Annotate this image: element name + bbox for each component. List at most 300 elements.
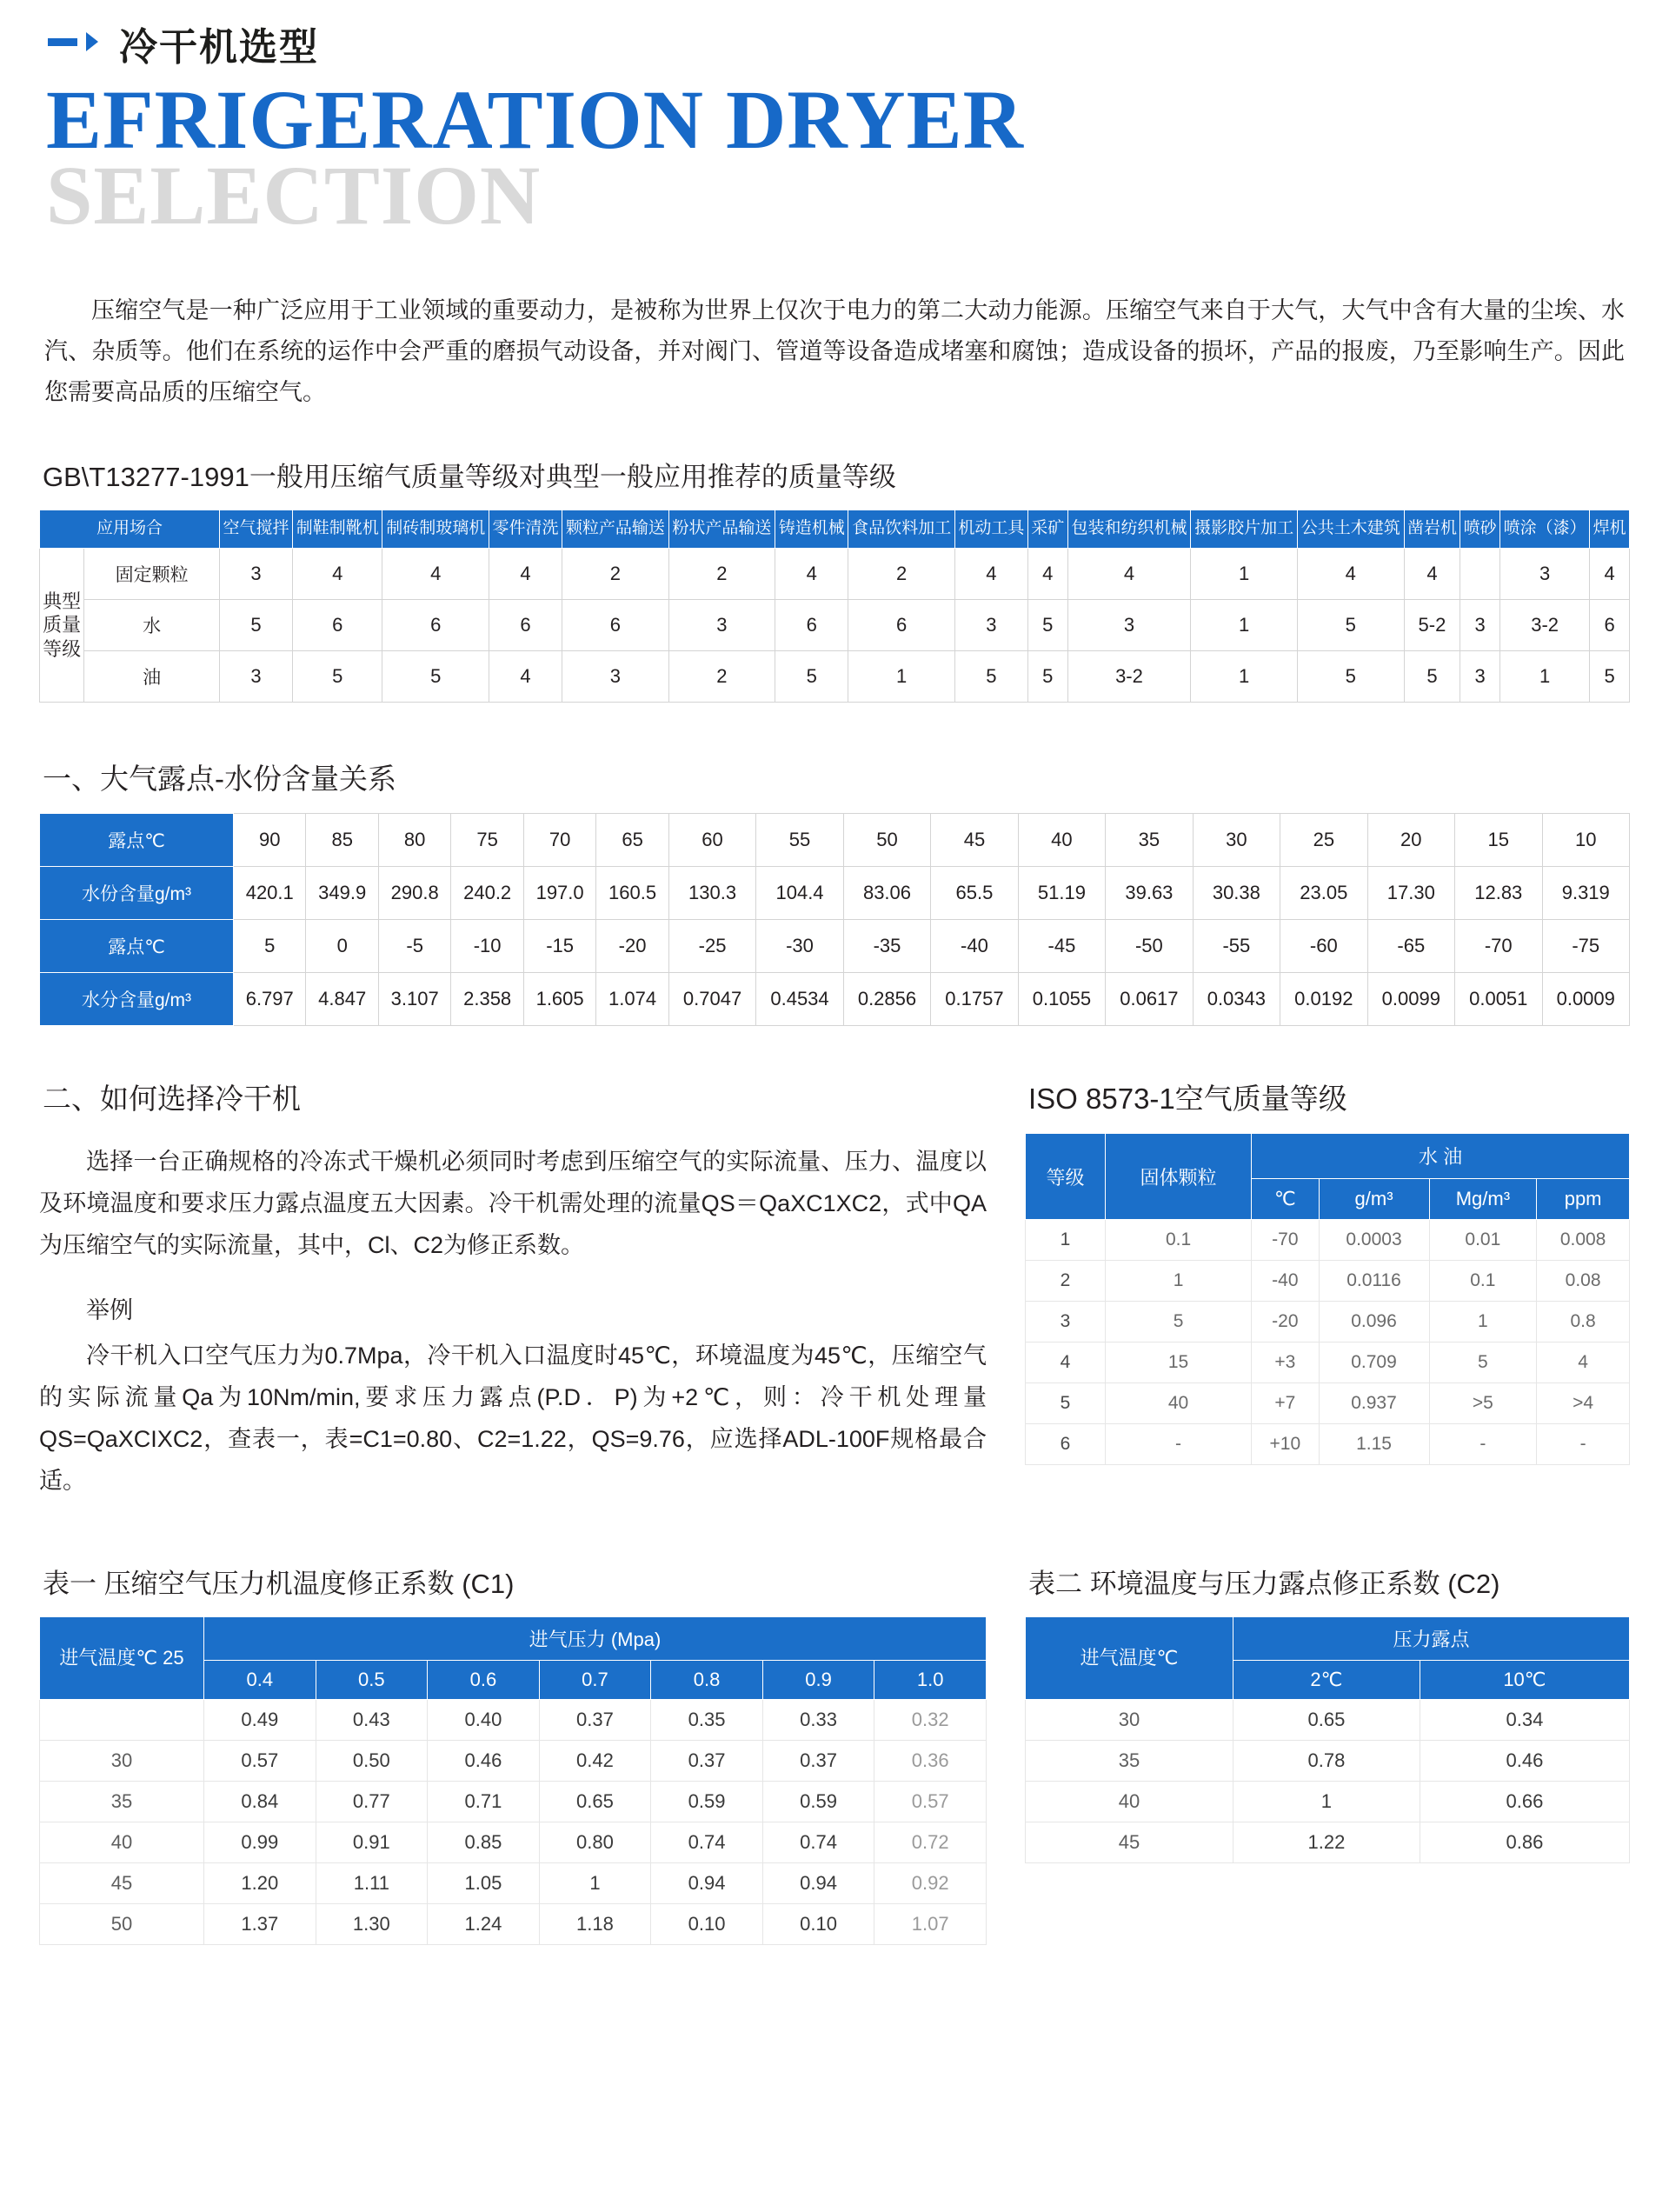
gb-col-header: 焊机 — [1590, 510, 1630, 549]
gb-cell: 6 — [562, 600, 669, 651]
table-row — [40, 600, 1630, 651]
iso-header-solid: 固体颗粒 — [1105, 1134, 1251, 1220]
page-title-cn: 冷干机选型 — [119, 26, 319, 69]
c-cell: 0.94 — [762, 1862, 874, 1903]
iso-cell: 0.08 — [1537, 1261, 1630, 1302]
table-row — [1026, 1822, 1630, 1862]
iso-cell: -40 — [1252, 1261, 1319, 1302]
table-row — [1026, 1261, 1630, 1302]
c-cell: 0.40 — [428, 1699, 540, 1740]
c-cell: 0.10 — [762, 1903, 874, 1944]
dew-cell: 45 — [931, 814, 1018, 867]
iso-cell: 5 — [1026, 1383, 1106, 1424]
iso-cell: 4 — [1537, 1343, 1630, 1383]
howto-paragraph-2: 冷干机入口空气压力为0.7Mpa，冷干机入口温度时45℃，环境温度为45℃，压缩空气的实际流量Qa为10Nm/min,要求压力露点(P.D．P)为+2℃，则：冷干机处理量QS=QaXCIXC2，查表一，表=C1=0.80、C2=1.22，QS=9.76，应选择ADL-100F规格最合适。 — [39, 1343, 987, 1495]
dew-cell: 2.358 — [451, 973, 523, 1026]
gb-cell: 2 — [562, 549, 669, 600]
gb-cell: 6 — [489, 600, 562, 651]
table-row — [1026, 1343, 1630, 1383]
table-row — [40, 549, 1630, 600]
table-row — [40, 1699, 987, 1740]
howto-example-label: 举例 — [86, 1297, 133, 1324]
iso-cell: 0.937 — [1319, 1383, 1429, 1424]
dew-cell: 290.8 — [378, 867, 450, 920]
gb-cell: 3 — [668, 600, 775, 651]
c-cell: 0.74 — [651, 1822, 763, 1862]
c2-corner-header: 进气温度℃ — [1026, 1616, 1233, 1699]
dew-row-label: 露点℃ — [40, 814, 234, 867]
dew-cell: -20 — [596, 920, 668, 973]
gb-col-header: 摄影胶片加工 — [1191, 510, 1298, 549]
c-cell: 1.30 — [316, 1903, 428, 1944]
c2-column — [1025, 1511, 1630, 1945]
gb-cell: 1 — [848, 651, 955, 703]
dew-cell: 420.1 — [234, 867, 306, 920]
dewpoint-table — [39, 813, 1630, 1026]
gb-cell: 4 — [1297, 549, 1404, 600]
c-cell: 0.78 — [1233, 1740, 1420, 1781]
arrow-right-icon — [48, 25, 100, 63]
c-cell: 0.32 — [874, 1699, 987, 1740]
gb-col-header: 空气搅拌 — [220, 510, 293, 549]
c-cell: 0.71 — [428, 1781, 540, 1822]
iso-cell: >5 — [1429, 1383, 1537, 1424]
dew-cell: 30.38 — [1193, 867, 1280, 920]
c-cell: 0.94 — [651, 1862, 763, 1903]
two-column-section — [39, 1035, 1630, 1502]
iso-cell: 0.1 — [1429, 1261, 1537, 1302]
dew-cell: -75 — [1542, 920, 1630, 973]
c-col-header: 0.8 — [651, 1660, 763, 1699]
iso-cell: 3 — [1026, 1302, 1106, 1343]
iso-cell: 0.1 — [1105, 1220, 1251, 1261]
iso-title: ISO 8573-1空气质量等级 — [1028, 1083, 1347, 1116]
gb-cell: 3 — [220, 651, 293, 703]
c-cell: 1.07 — [874, 1903, 987, 1944]
gb-cell: 1 — [1191, 651, 1298, 703]
c-row-label: 50 — [40, 1903, 204, 1944]
c-row-label: 45 — [40, 1862, 204, 1903]
iso-cell: 0.8 — [1537, 1302, 1630, 1343]
table-row — [1026, 1699, 1630, 1740]
iso-sub-header: ppm — [1537, 1179, 1630, 1220]
iso-cell: +7 — [1252, 1383, 1319, 1424]
gb-cell: 1 — [1191, 600, 1298, 651]
gb-cell: 5 — [1027, 651, 1067, 703]
gb-cell: 2 — [668, 549, 775, 600]
gb-cell: 6 — [382, 600, 489, 651]
c-cell: 0.35 — [651, 1699, 763, 1740]
dew-cell: 60 — [668, 814, 755, 867]
dew-row-label: 水份含量g/m³ — [40, 867, 234, 920]
dew-cell: 55 — [756, 814, 843, 867]
dew-cell: 0 — [306, 920, 378, 973]
c-col-header: 10℃ — [1420, 1660, 1629, 1699]
gb-cell: 6 — [293, 600, 382, 651]
gb-cell: 3 — [954, 600, 1027, 651]
gb-cell: 5 — [220, 600, 293, 651]
c-cell: 0.10 — [651, 1903, 763, 1944]
iso-cell: 5 — [1429, 1343, 1537, 1383]
dew-cell: 349.9 — [306, 867, 378, 920]
c-cell: 0.37 — [539, 1699, 651, 1740]
c-cell: 0.37 — [762, 1740, 874, 1781]
table-row — [40, 1740, 987, 1781]
gb-row-label: 水 — [84, 600, 220, 651]
gb-row-label: 油 — [84, 651, 220, 703]
dew-cell: 40 — [1018, 814, 1105, 867]
gb-col-header: 食品饮料加工 — [848, 510, 955, 549]
dew-cell: -70 — [1455, 920, 1542, 973]
c-cell: 1.11 — [316, 1862, 428, 1903]
c-cell: 0.65 — [1233, 1699, 1420, 1740]
gb-cell: 5 — [1297, 651, 1404, 703]
dew-cell: 75 — [451, 814, 523, 867]
gb-cell: 5 — [775, 651, 848, 703]
dew-cell: 20 — [1367, 814, 1454, 867]
iso-cell: 0.008 — [1537, 1220, 1630, 1261]
c-row-label: 35 — [1026, 1740, 1233, 1781]
c-col-header: 2℃ — [1233, 1660, 1420, 1699]
dew-cell: 104.4 — [756, 867, 843, 920]
gb-col-header: 凿岩机 — [1404, 510, 1460, 549]
c-cell: 0.43 — [316, 1699, 428, 1740]
table-row — [1026, 1740, 1630, 1781]
dew-cell: -55 — [1193, 920, 1280, 973]
dew-cell: -30 — [756, 920, 843, 973]
page-title-en-line2: SELECTION — [46, 148, 542, 242]
dew-cell: 50 — [843, 814, 930, 867]
dew-cell: 1.605 — [523, 973, 595, 1026]
c-cell: 1.18 — [539, 1903, 651, 1944]
iso-sub-header: g/m³ — [1319, 1179, 1429, 1220]
c-cell: 1.20 — [204, 1862, 316, 1903]
dew-cell: 30 — [1193, 814, 1280, 867]
c-cell: 0.57 — [204, 1740, 316, 1781]
iso-cell: >4 — [1537, 1383, 1630, 1424]
gb-col-header: 喷砂 — [1460, 510, 1500, 549]
dew-cell: 0.0099 — [1367, 973, 1454, 1026]
c-col-header: 0.5 — [316, 1660, 428, 1699]
c-cell: 0.77 — [316, 1781, 428, 1822]
iso-cell: 1 — [1429, 1302, 1537, 1343]
gb-row-group-label: 典型质量等级 — [40, 549, 84, 703]
gb-cell: 3-2 — [1067, 651, 1191, 703]
gb-cell: 6 — [848, 600, 955, 651]
gb-cell: 5 — [382, 651, 489, 703]
c-cell: 0.84 — [204, 1781, 316, 1822]
gb-col-header: 喷涂（漆） — [1499, 510, 1589, 549]
iso-cell: 0.01 — [1429, 1220, 1537, 1261]
table-row — [40, 920, 1630, 973]
dew-cell: 10 — [1542, 814, 1630, 867]
c-cell: 0.37 — [651, 1740, 763, 1781]
c-cell: 0.42 — [539, 1740, 651, 1781]
howto-column — [39, 1035, 987, 1502]
dew-cell: 160.5 — [596, 867, 668, 920]
gb-cell: 1 — [1191, 549, 1298, 600]
c-cell: 0.57 — [874, 1781, 987, 1822]
iso-cell: 2 — [1026, 1261, 1106, 1302]
dew-cell: 23.05 — [1280, 867, 1367, 920]
dew-cell: 83.06 — [843, 867, 930, 920]
dew-cell: -40 — [931, 920, 1018, 973]
gb-cell: 3-2 — [1499, 600, 1589, 651]
gb-cell: 4 — [293, 549, 382, 600]
iso-cell: 0.709 — [1319, 1343, 1429, 1383]
table-row — [40, 814, 1630, 867]
table-row — [40, 867, 1630, 920]
iso-cell: 4 — [1026, 1343, 1106, 1383]
c-col-header: 0.6 — [428, 1660, 540, 1699]
iso-header-grade: 等级 — [1026, 1134, 1106, 1220]
dew-cell: 0.0051 — [1455, 973, 1542, 1026]
dew-cell: 15 — [1455, 814, 1542, 867]
iso-cell: 0.096 — [1319, 1302, 1429, 1343]
iso-cell: - — [1429, 1424, 1537, 1465]
dew-cell: 5 — [234, 920, 306, 973]
gb-col-header: 铸造机械 — [775, 510, 848, 549]
c-row-label: 45 — [1026, 1822, 1233, 1862]
gb-cell: 6 — [1590, 600, 1630, 651]
gb-cell: 5 — [1297, 600, 1404, 651]
table-row — [1026, 1383, 1630, 1424]
table-row — [1026, 1781, 1630, 1822]
dew-cell: 0.0617 — [1106, 973, 1193, 1026]
dew-cell: 12.83 — [1455, 867, 1542, 920]
dew-cell: 39.63 — [1106, 867, 1193, 920]
gb-quality-table — [39, 510, 1630, 703]
dew-cell: 90 — [234, 814, 306, 867]
gb-cell — [1460, 549, 1500, 600]
table-row — [1026, 1302, 1630, 1343]
c-row-label: 30 — [40, 1740, 204, 1781]
dew-cell: -50 — [1106, 920, 1193, 973]
c-col-header: 0.4 — [204, 1660, 316, 1699]
dew-cell: 3.107 — [378, 973, 450, 1026]
gb-col-header: 制鞋制靴机 — [293, 510, 382, 549]
c-cell: 1.22 — [1233, 1822, 1420, 1862]
c-cell: 0.86 — [1420, 1822, 1629, 1862]
c2-table — [1025, 1616, 1630, 1863]
table-row — [40, 1903, 987, 1944]
gb-cell: 5 — [1590, 651, 1630, 703]
iso-table — [1025, 1133, 1630, 1465]
c-cell: 0.91 — [316, 1822, 428, 1862]
table-row — [40, 1862, 987, 1903]
gb-cell: 5 — [954, 651, 1027, 703]
dew-cell: 65.5 — [931, 867, 1018, 920]
dew-cell: -35 — [843, 920, 930, 973]
dew-cell: 0.0192 — [1280, 973, 1367, 1026]
gb-cell: 4 — [1027, 549, 1067, 600]
dew-cell: 17.30 — [1367, 867, 1454, 920]
c-cell: 0.46 — [1420, 1740, 1629, 1781]
dew-cell: 1.074 — [596, 973, 668, 1026]
c-cell: 0.59 — [762, 1781, 874, 1822]
c-cell: 0.92 — [874, 1862, 987, 1903]
iso-cell: - — [1537, 1424, 1630, 1465]
table-row — [40, 651, 1630, 703]
iso-cell: 0.0003 — [1319, 1220, 1429, 1261]
gb-cell: 3 — [1460, 600, 1500, 651]
c-cell: 0.34 — [1420, 1699, 1629, 1740]
c1-corner-header: 进气温度℃ 25 — [40, 1616, 204, 1699]
c-cell: 1.24 — [428, 1903, 540, 1944]
gb-cell: 4 — [382, 549, 489, 600]
gb-cell: 5 — [1404, 651, 1460, 703]
dew-cell: 0.1055 — [1018, 973, 1105, 1026]
c-row-label: 40 — [40, 1822, 204, 1862]
iso-cell: 1 — [1026, 1220, 1106, 1261]
c-cell: 0.46 — [428, 1740, 540, 1781]
dew-cell: 240.2 — [451, 867, 523, 920]
iso-cell: +3 — [1252, 1343, 1319, 1383]
dew-cell: 70 — [523, 814, 595, 867]
howto-paragraph-1: 选择一台正确规格的冷冻式干燥机必须同时考虑到压缩空气的实际流量、压力、温度以及环境温度和要求压力露点温度五大因素。冷干机需处理的流量QS＝QaXC1XC2，式中QA为压缩空气的实际流量，其中，Cl、C2为修正系数。 — [39, 1149, 987, 1259]
table-row — [1026, 1220, 1630, 1261]
dew-row-label: 露点℃ — [40, 920, 234, 973]
gb-col-header: 包装和纺织机械 — [1067, 510, 1191, 549]
dew-cell: -15 — [523, 920, 595, 973]
dew-cell: 0.0343 — [1193, 973, 1280, 1026]
page-title-en-line1: EFRIGERATION DRYER — [46, 73, 1024, 166]
c-cell: 0.59 — [651, 1781, 763, 1822]
c-cell: 0.72 — [874, 1822, 987, 1862]
dew-cell: -25 — [668, 920, 755, 973]
intro-paragraph: 压缩空气是一种广泛应用于工业领域的重要动力，是被称为世界上仅次于电力的第二大动力能源。压缩空气来自于大气，大气中含有大量的尘埃、水汽、杂质等。他们在系统的运作中会严重的磨损气动设备，并对阀门、管道等设备造成堵塞和腐蚀；造成设备的损坏，产品的报废，乃至影响生产。因此您需要高品质的压缩空气。 — [44, 296, 1625, 406]
dew-cell: 6.797 — [234, 973, 306, 1026]
c-col-header: 1.0 — [874, 1660, 987, 1699]
gb-cell: 4 — [1590, 549, 1630, 600]
c-col-header: 0.9 — [762, 1660, 874, 1699]
gb-cell: 3 — [562, 651, 669, 703]
c1-table — [39, 1616, 987, 1945]
dew-cell: 25 — [1280, 814, 1367, 867]
gb-corner-header: 应用场合 — [40, 510, 220, 549]
iso-cell: 40 — [1105, 1383, 1251, 1424]
howto-title: 二、如何选择冷干机 — [43, 1083, 301, 1116]
dew-cell: 4.847 — [306, 973, 378, 1026]
gb-cell: 5 — [293, 651, 382, 703]
dew-cell: 35 — [1106, 814, 1193, 867]
gb-cell: 3 — [220, 549, 293, 600]
c-cell: 0.65 — [539, 1781, 651, 1822]
c1-group-header: 进气压力 (Mpa) — [204, 1616, 987, 1660]
table-row — [40, 973, 1630, 1026]
dew-cell: 0.7047 — [668, 973, 755, 1026]
gb-cell: 2 — [848, 549, 955, 600]
iso-cell: - — [1105, 1424, 1251, 1465]
gb-col-header: 机动工具 — [954, 510, 1027, 549]
dew-cell: 197.0 — [523, 867, 595, 920]
iso-cell: 1.15 — [1319, 1424, 1429, 1465]
gb-cell: 4 — [489, 549, 562, 600]
c-cell: 0.33 — [762, 1699, 874, 1740]
table-row — [1026, 1424, 1630, 1465]
page-header — [39, 0, 1630, 73]
iso-cell: 1 — [1105, 1261, 1251, 1302]
dew-cell: -65 — [1367, 920, 1454, 973]
gb-cell: 6 — [775, 600, 848, 651]
gb-cell: 4 — [775, 549, 848, 600]
iso-column — [1025, 1035, 1630, 1502]
c2-group-header: 压力露点 — [1233, 1616, 1630, 1660]
gb-cell: 4 — [489, 651, 562, 703]
dew-cell: -10 — [451, 920, 523, 973]
gb-col-header: 公共土木建筑 — [1297, 510, 1404, 549]
iso-cell: 5 — [1105, 1302, 1251, 1343]
c-cell: 0.36 — [874, 1740, 987, 1781]
iso-sub-header: Mg/m³ — [1429, 1179, 1537, 1220]
gb-cell: 5 — [1027, 600, 1067, 651]
c-row-label: 35 — [40, 1781, 204, 1822]
dew-cell: 80 — [378, 814, 450, 867]
dew-cell: 51.19 — [1018, 867, 1105, 920]
iso-cell: +10 — [1252, 1424, 1319, 1465]
gb-col-header: 采矿 — [1027, 510, 1067, 549]
c-cell: 0.80 — [539, 1822, 651, 1862]
c-row-label — [40, 1699, 204, 1740]
iso-cell: 6 — [1026, 1424, 1106, 1465]
iso-cell: -20 — [1252, 1302, 1319, 1343]
gb-cell: 5-2 — [1404, 600, 1460, 651]
gb-cell: 3 — [1499, 549, 1589, 600]
gb-cell: 3 — [1460, 651, 1500, 703]
gb-cell: 4 — [1404, 549, 1460, 600]
iso-cell: 0.0116 — [1319, 1261, 1429, 1302]
c-cell: 1.05 — [428, 1862, 540, 1903]
dew-cell: 85 — [306, 814, 378, 867]
gb-cell: 1 — [1499, 651, 1589, 703]
gb-col-header: 颗粒产品输送 — [562, 510, 669, 549]
dew-cell: -45 — [1018, 920, 1105, 973]
dew-cell: -5 — [378, 920, 450, 973]
c-row-label: 30 — [1026, 1699, 1233, 1740]
dew-cell: 65 — [596, 814, 668, 867]
correction-tables-section — [39, 1511, 1630, 1945]
c2-title: 表二 环境温度与压力露点修正系数 (C2) — [1028, 1568, 1500, 1599]
c-cell: 0.49 — [204, 1699, 316, 1740]
c-row-label: 40 — [1026, 1781, 1233, 1822]
c-cell: 0.85 — [428, 1822, 540, 1862]
gb-row-label: 固定颗粒 — [84, 549, 220, 600]
dew-cell: 0.0009 — [1542, 973, 1630, 1026]
iso-cell: 15 — [1105, 1343, 1251, 1383]
table-row — [40, 1781, 987, 1822]
c-cell: 1.37 — [204, 1903, 316, 1944]
dew-cell: 0.1757 — [931, 973, 1018, 1026]
dew-cell: 130.3 — [668, 867, 755, 920]
dew-cell: 9.319 — [1542, 867, 1630, 920]
c1-column — [39, 1511, 987, 1945]
c-cell: 1 — [539, 1862, 651, 1903]
iso-header-wateroil: 水 油 — [1252, 1134, 1630, 1179]
gb-cell: 4 — [1067, 549, 1191, 600]
iso-sub-header: ℃ — [1252, 1179, 1319, 1220]
table-row — [40, 1822, 987, 1862]
iso-cell: -70 — [1252, 1220, 1319, 1261]
c1-title: 表一 压缩空气压力机温度修正系数 (C1) — [43, 1568, 515, 1599]
c-cell: 0.99 — [204, 1822, 316, 1862]
gb-col-header: 粉状产品输送 — [668, 510, 775, 549]
gb-col-header: 制砖制玻璃机 — [382, 510, 489, 549]
c-cell: 0.50 — [316, 1740, 428, 1781]
c-cell: 0.74 — [762, 1822, 874, 1862]
dew-cell: 0.2856 — [843, 973, 930, 1026]
gb-cell: 2 — [668, 651, 775, 703]
dewpoint-section-title: 一、大气露点-水份含量关系 — [43, 763, 396, 796]
